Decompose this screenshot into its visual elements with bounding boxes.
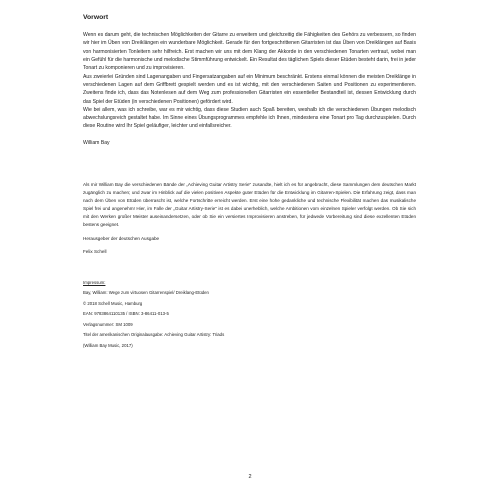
imprint-line: EAN: 9783864110135 / ISBN: 3-86411-013-5 (83, 311, 169, 317)
preface-paragraph: Wie bei allem, was ich schreibe, war es mir wichtig, dass diese Studien auch Spaß bereiten, weshalb ich die verschiedenen Übungen melodisch abwechslungsreich gestaltet habe. Im Sinne eines Übungsprogrammes empfehle ich Ihnen, mindestens eine Tonart pro Tag durchzuspielen. Durch diese Routine wird Ihr Spiel geläufiger, leichter und einfallsreicher. (83, 106, 416, 130)
preface-signature: William Bay (83, 139, 110, 146)
preface-text (83, 31, 416, 131)
page-number: 2 (248, 474, 252, 480)
imprint-line: © 2018 Schell Music, Hamburg (83, 300, 143, 306)
imprint-line: Bay, William: Wege zum virtuosen Gitarrenspiel/ Dreiklang-Etüden (83, 290, 209, 296)
page-content (83, 14, 416, 353)
publisher-note: Als mir William Bay die verschiedenen Bände der „Achieving Guitar Artistry Serie" zusandte, hielt ich es für angebracht, diese Sammlungen dem deutschen Markt zugänglich zu machen; und zwar im Hinblick auf die vielen positiven Aspekte guter Etüden für die Entwicklung im Gitarren-Spielen. Die Erfahrung zeigt, dass man nach dem Üben von Etüden überrascht ist, welche Fortschritte erreicht werden. Erst eine hohe gedankliche und technische Flexibilität machen das musikalische Spiel frei und angenehm! Hier, im Falle der „Guitar Artistry-Serie" ist es dabei unerheblich, welche Ambitionen vom einzelnen Spieler verfolgt werden. Ob Sie sich mit den Werken großer Meister auseinandersetzen, oder ob Sie ein versiertes Improvisieren anstreben, für jedwede Vorbereitung sind diese exzellenten Etüden bestens geeignet. (83, 182, 416, 227)
imprint-line: Verlagsnummer: SM 1009 (83, 321, 133, 327)
publisher-section (83, 181, 416, 256)
preface-paragraph: Wenn es darum geht, die technischen Möglichkeiten der Gitarre zu erweitern und gleichzeitig die Fähigkeiten des Gehörs zu verbessern, so finden wir hier im Üben von Dreiklängen ein wunderbare Möglichkeit. Gerade für den fortgeschrittenen Gitarristen ist das Üben von Dreiklängen auf Basis von harmonisierten Tonleitern sehr hilfreich. Erst machen wir uns mit dem Klang der Akkorde in den verschiedenen Tonarten vertraut, wobei man ein Gefühl für die harmonische und melodische Stimmführung entwickelt. Ein Resultat des täglichen Spiels dieser Etüden besteht darin, frei in jeder Tonart zu komponieren und zu improvisieren. (83, 32, 416, 72)
imprint-line: Titel der amerikanischen Originalausgabe: Achieving Guitar Artistry: Triads (83, 332, 225, 338)
publisher-role: Herausgeber der deutschen Ausgabe (83, 236, 160, 242)
imprint-line: (William Bay Music, 2017) (83, 342, 133, 348)
preface-paragraph: Aus zweierlei Gründen sind Lagenangaben und Fingersatzangaben auf ein Minimum beschränkt. Erstens einmal können die meisten Dreiklänge in verschiedenen Lagen auf dem Griffbrett gespielt werden und es ist wichtig, mit den verschiedenen Saiten und Positionen zu experimentieren. Zweitens finde ich, dass das Notenlesen auf dem Weg zum professionellen Gitarristen ein essentieller Bestandteil ist, dessen Entwicklung durch das Spiel der Etüden (in verschiedenen Positionen) gefördert wird. (83, 73, 416, 105)
page-title: Vorwort (83, 14, 109, 21)
imprint-heading: Impressum: (83, 280, 106, 286)
publisher-name: Felix Schell (83, 249, 107, 255)
imprint-section (83, 280, 416, 349)
